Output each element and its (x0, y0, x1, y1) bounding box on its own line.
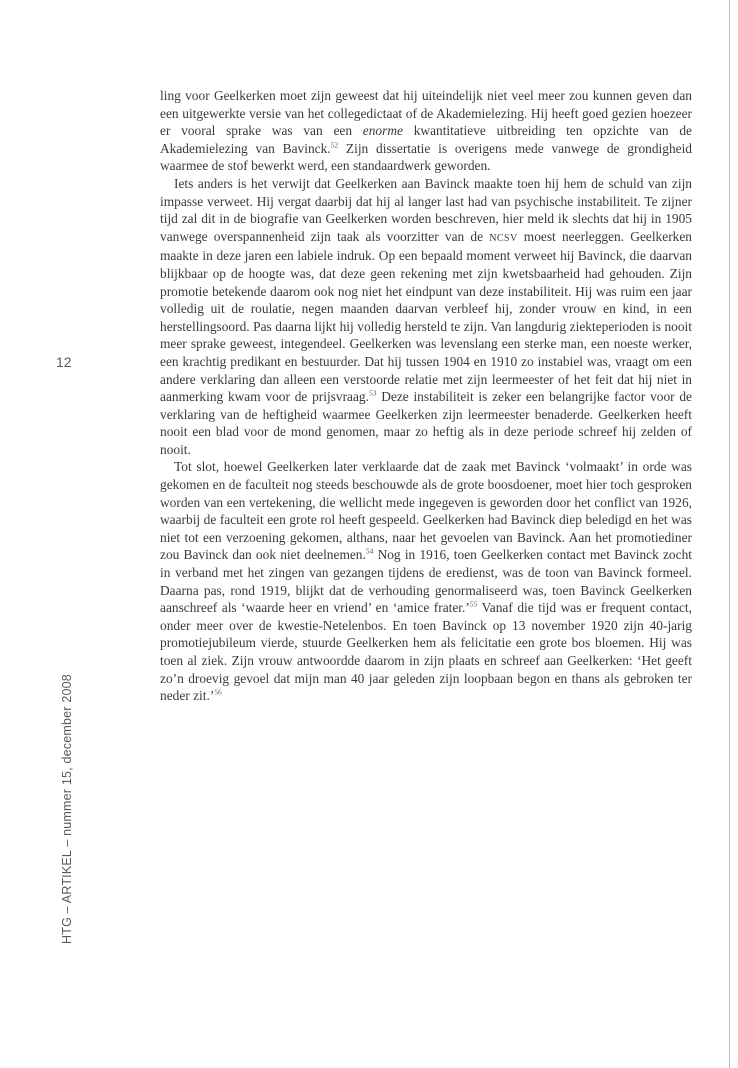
p1-emphasis: enorme (362, 123, 403, 139)
running-head: HTG – ARTIKEL – nummer 15, december 2008 (60, 674, 74, 944)
p2-text-b: moest neerleggen. Geelkerken maakte in deze jaren een labiele indruk. Op een bepaald moment verweet hij Bavinck, die daarvan blijkbaar op de hoogte was, dat deze geen rekening met zijn kwetsbaarheid had gehouden. Zijn promotie betekende daarom ook nog niet het eindpunt van deze instabiliteit. Hij was ruim een jaar volledig uit de roulatie, negen maanden daarvan verbleef hij, zonder vrouw en kind, in een herstellingsoord. Pas daarna lijkt hij volledig hersteld te zijn. Van langdurig ziekteperioden is nooit meer sprake geweest, integendeel. Geelkerken was levenslang een sterke man, een noeste werker, een krachtig predikant en bestuurder. Dat hij tussen 1904 en 1910 zo instabiel was, vraagt om een andere verklaring dan alleen een verstoorde relatie met zijn leermeester of het feit dat hij niet in aanmerking kwam voor de prijsvraag. (160, 228, 692, 405)
p2-text-a: Iets anders is het verwijt dat Geelkerken aan Bavinck maakte toen hij hem de schuld van zijn impasse verweet. Hij vergat daarbij dat hij al langer last had van psychische instabiliteit. Te zijner tijd zal dit in de biografie van Geelkerken worden beschreven, hier meld ik slechts dat hij in 1905 vanwege overspannenheid zijn taak als voorzitter van de (160, 175, 692, 244)
footnote-ref-54: 54 (365, 546, 374, 556)
p1-text-a: ling voor Geelkerken moet zijn geweest dat hij uiteindelijk niet veel meer zou kunnen geven dan een uitgewerkte versie van het collegedictaat of de Akademielezing. Hij heeft goed gezien hoezeer er vooral sprake was van een (160, 88, 692, 139)
p2-small-caps: NCSV (489, 232, 518, 244)
footnote-ref-52: 52 (330, 140, 339, 150)
footnote-ref-53: 53 (368, 388, 377, 398)
footnote-ref-55: 55 (469, 599, 478, 609)
article-body (160, 87, 692, 705)
page-edge-rule (729, 0, 730, 1068)
footnote-ref-56: 56 (214, 687, 222, 697)
p3-text-b: Nog in 1916, toen Geelkerken contact met Bavinck zocht in verband met het zingen van gezangen tijdens de eredienst, was de toon van Bavinck formeel. Daarna pas, rond 1919, blijkt dat de verhouding genormaliseerd was, toen Bavinck Geelkerken aanschreef als ‘waarde heer en vriend’ en ‘amice frater.’ (160, 547, 692, 616)
p1-text-c: Zijn dissertatie is overigens mede vanwege de grondigheid waarmee de stof bewerkt werd, een standaardwerk geworden. (160, 140, 692, 174)
p3-text-c: Vanaf die tijd was er frequent contact, onder meer over de kwestie-Netelenbos. En toen Bavinck op 13 november 1920 zijn 40-jarig promotiejubileum vierde, stuurde Geelkerken hem als felicitatie een grote bos bloemen. Hij was toen al ziek. Zijn vrouw antwoordde daarom in zijn plaats en schreef aan Geelkerken: ‘Het geeft zo’n droevig gevoel dat mijn man 40 jaar geleden zijn loopbaan begon en thans als gebroken ter neder zit.’ (160, 600, 692, 704)
p1-text-b: kwantitatieve uitbreiding ten opzichte van de Akademielezing van Bavinck. (160, 123, 693, 156)
p2-text-c: Deze instabiliteit is zeker een belangrijke factor voor de verklaring van de heftigheid waarmee Geelkerken zijn leermeester benaderde. Geelkerken heeft nooit een blad voor de mond genomen, maar zo heftig als in deze periode schreef hij zelden of nooit. (160, 389, 692, 457)
page-number: 12 (56, 354, 72, 370)
paragraph-1 (160, 87, 692, 175)
p3-text-a: Tot slot, hoewel Geelkerken later verklaarde dat de zaak met Bavinck ‘volmaakt’ in orde was gekomen en de faculteit nog steeds beschouwde als de grote boosdoener, moet hier toch gesproken worden van een vertekening, die wellicht mede ingegeven is geworden door het conflict van 1926, waarbij de faculteit een grote rol heeft gespeeld. Geelkerken had Bavinck diep beledigd en het was niet tot een verzoening gekomen, althans, naar het gevoelen van Bavinck. Aan het promotiediner zou Bavinck dan ook niet deelnemen. (160, 459, 692, 563)
paragraph-2 (160, 175, 692, 459)
paragraph-3 (160, 458, 692, 704)
